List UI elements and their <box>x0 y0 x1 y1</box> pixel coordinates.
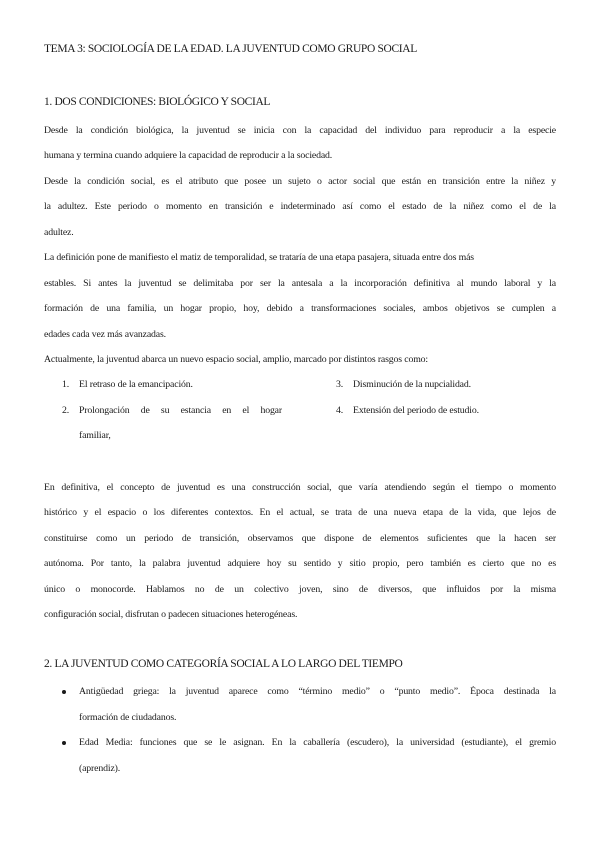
list-item: Prolongación de su estancia en el hogar <box>79 405 282 416</box>
list-item: Extensión del periodo de estudio. <box>353 405 479 416</box>
list-item: El retraso de la emancipación. <box>79 379 193 390</box>
list-item: Disminución de la nupcialidad. <box>353 379 471 390</box>
section-1-heading: 1. DOS CONDICIONES: BIOLÓGICO Y SOCIAL <box>44 96 271 108</box>
document-title: TEMA 3: SOCIOLOGÍA DE LA EDAD. LA JUVENTUD COMO GRUPO SOCIAL <box>44 43 417 55</box>
paragraph-line: estables. Si antes la juventud se delimitaba por ser la antesala a la incorporación definitiva al mundo laboral y la <box>44 278 556 289</box>
bullet-icon <box>62 690 66 694</box>
paragraph-line: adultez. <box>44 227 74 238</box>
list-number: 4. <box>336 405 344 416</box>
paragraph-line: configuración social, disfrutan o padecen situaciones heterogéneas. <box>44 609 298 620</box>
paragraph-line: único o monocorde. Hablamos no de un colectivo joven, sino de diversos, que influidos por la misma <box>44 584 556 595</box>
paragraph-line: Actualmente, la juventud abarca un nuevo espacio social, amplio, marcado por distintos rasgos como: <box>44 354 428 365</box>
list-number: 3. <box>336 379 344 390</box>
paragraph-line: constituirse como un periodo de transición, observamos que dispone de elementos suficientes que la hacen ser <box>44 533 556 544</box>
paragraph-line: formación de una familia, un hogar propio, hoy, debido a transformaciones sociales, ambos objetivos se cumplen a <box>44 303 556 314</box>
paragraph-line: La definición pone de manifiesto el matiz de temporalidad, se trataría de una etapa pasajera, situada entre dos más <box>44 252 474 263</box>
paragraph-line: edades cada vez más avanzadas. <box>44 329 166 340</box>
list-number: 2. <box>62 405 70 416</box>
bullet-item: Edad Media: funciones que se le asignan. En la caballería (escudero), la universidad (estudiante), el gremio <box>79 737 556 748</box>
paragraph-line: histórico y el espacio o los diferentes contextos. En el actual, se trata de una nueva etapa de la vida, que lejos de <box>44 507 556 518</box>
paragraph-line: Desde la condición biológica, la juventud se inicia con la capacidad del individuo para reproducir a la especie <box>44 125 556 136</box>
paragraph-line: la adultez. Este periodo o momento en transición e indeterminado así como el estado de la niñez como el de la <box>44 201 556 212</box>
paragraph-line: Desde la condición social, es el atributo que posee un sujeto o actor social que están en transición entre la niñez y <box>44 176 556 187</box>
bullet-item: Antigüedad griega: la juventud aparece como “término medio” o “punto medio”. Época destinada la <box>79 686 556 697</box>
bullet-icon <box>62 741 66 745</box>
bullet-item-continued: formación de ciudadanos. <box>79 712 177 723</box>
paragraph-line: autónoma. Por tanto, la palabra juventud adquiere hoy su sentido y sitio propio, pero también es cierto que no es <box>44 558 556 569</box>
list-number: 1. <box>62 379 70 390</box>
bullet-item-continued: (aprendiz). <box>79 763 121 774</box>
paragraph-line: En definitiva, el concepto de juventud es una construcción social, que varía atendiendo según el tiempo o momento <box>44 482 556 493</box>
paragraph-line: humana y termina cuando adquiere la capacidad de reproducir a la sociedad. <box>44 150 333 161</box>
list-item-continued: familiar, <box>79 430 111 441</box>
section-2-heading: 2. LA JUVENTUD COMO CATEGORÍA SOCIAL A LO LARGO DEL TIEMPO <box>44 658 403 670</box>
